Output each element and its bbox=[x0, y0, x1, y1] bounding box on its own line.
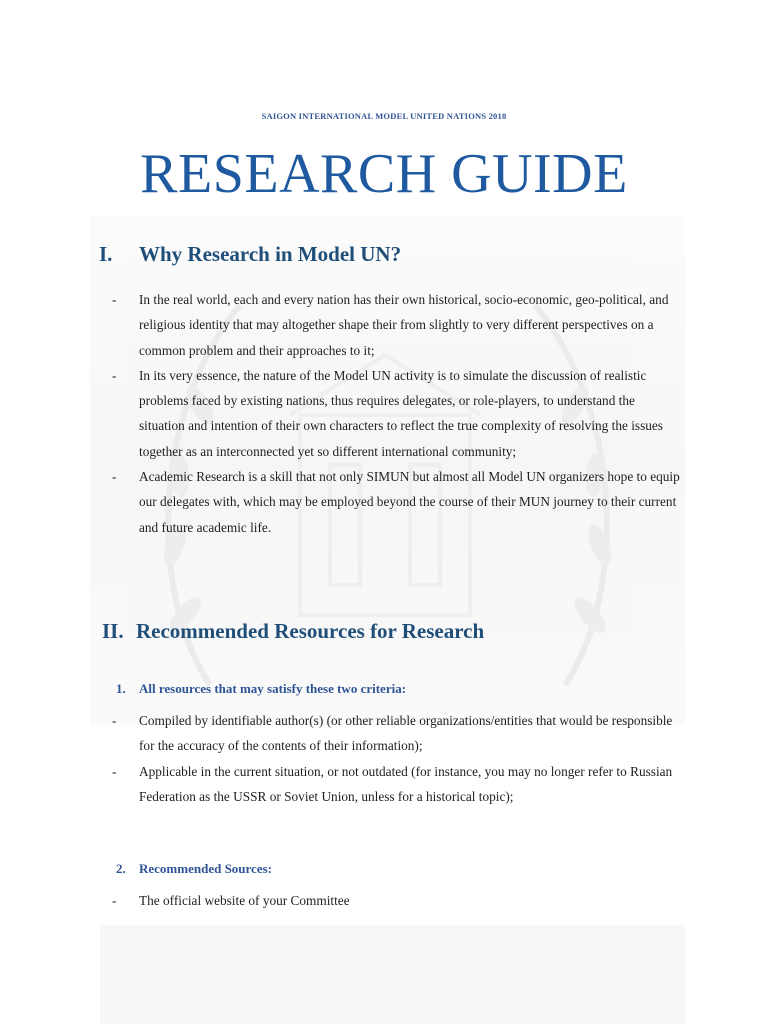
section-1-bullets bbox=[112, 287, 682, 540]
list-item-text: Applicable in the current situation, or not outdated (for instance, you may no longer refer to Russian Federation as the USSR or Soviet Union, unless for a historical topic); bbox=[139, 763, 673, 804]
section-2-title: Recommended Resources for Research bbox=[136, 619, 485, 643]
section-1-title: Why Research in Model UN? bbox=[139, 242, 402, 266]
bullet-dash: - bbox=[112, 367, 117, 383]
list-item-text: The official website of your Committee bbox=[139, 893, 350, 908]
subsection-1-heading bbox=[116, 681, 406, 697]
list-item bbox=[112, 363, 682, 464]
bullet-dash: - bbox=[112, 713, 117, 728]
list-item-text: In the real world, each and every nation has their own historical, socio-economic, geo-political, and religious identity that may altogether shape their from slightly to very different perspectives on a common problem and their approaches to it; bbox=[139, 292, 669, 358]
subsection-1-number: 1. bbox=[116, 681, 126, 696]
page-title: RESEARCH GUIDE bbox=[140, 143, 628, 205]
bullet-dash: - bbox=[112, 893, 117, 908]
section-2-heading bbox=[102, 619, 484, 644]
list-item bbox=[112, 888, 682, 913]
list-item bbox=[112, 708, 682, 759]
list-item bbox=[112, 464, 682, 540]
section-2-number: II. bbox=[102, 619, 124, 643]
list-item bbox=[112, 287, 682, 363]
seal-watermark-lower bbox=[100, 925, 685, 1024]
list-item-text: Compiled by identifiable author(s) (or other reliable organizations/entities that would be responsible for the accuracy of the contents of their information); bbox=[139, 713, 673, 754]
bullet-dash: - bbox=[112, 469, 117, 485]
list-item-text: Academic Research is a skill that not only SIMUN but almost all Model UN organizers hope to equip our delegates with, which may be employed beyond the course of their MUN journey to their current and future academic life. bbox=[139, 469, 680, 535]
bullet-dash: - bbox=[112, 292, 117, 307]
list-item bbox=[112, 759, 682, 810]
section-1-heading bbox=[99, 242, 401, 267]
subsection-1-bullets bbox=[112, 708, 682, 809]
subsection-2-title: Recommended Sources: bbox=[139, 861, 272, 876]
subsection-2-number: 2. bbox=[116, 861, 126, 876]
section-1-number: I. bbox=[99, 242, 113, 266]
event-name: SAIGON INTERNATIONAL MODEL UNITED NATIONS 2018 bbox=[261, 111, 507, 121]
subsection-2-bullets bbox=[112, 888, 682, 913]
bullet-dash: - bbox=[112, 763, 117, 779]
list-item-text: In its very essence, the nature of the Model UN activity is to simulate the discussion of realistic problems faced by existing nations, thus requires delegates, or role-players, to understand the situation and intention of their own characters to reflect the true complexity of resolving the issues together as an interconnected yet so different international community; bbox=[139, 367, 663, 459]
subsection-1-title: All resources that may satisfy these two criteria: bbox=[139, 681, 407, 696]
subsection-2-heading bbox=[116, 861, 272, 877]
